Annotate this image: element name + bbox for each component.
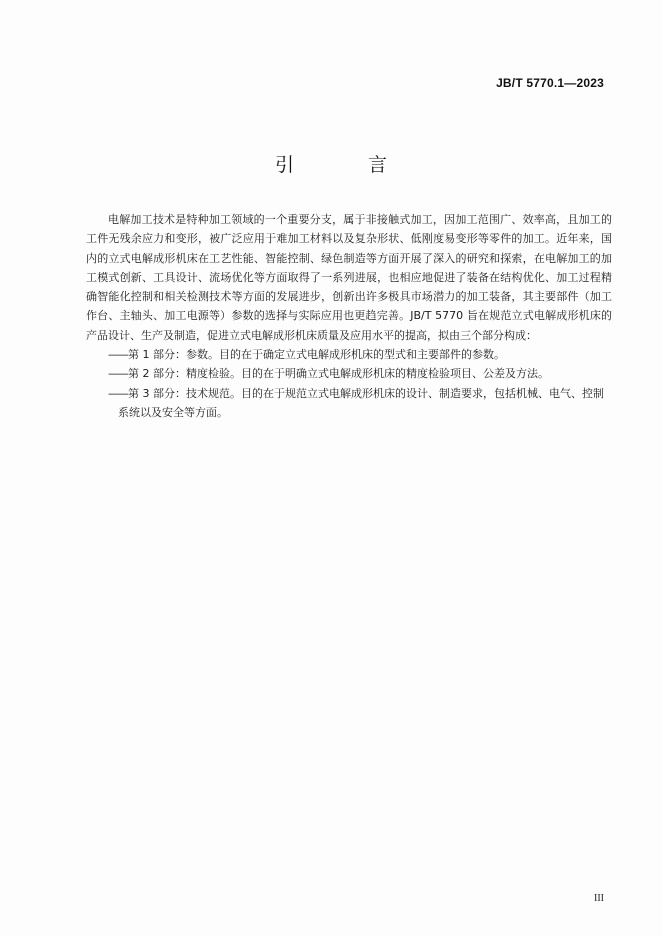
- standard-code: JB/T 5770.1—2023: [496, 76, 604, 90]
- intro-paragraph: 电解加工技术是特种加工领域的一个重要分支，属于非接触式加工，因加工范围广、效率高，且加工的工件无残余应力和变形，被广泛应用于难加工材料以及复杂形状、低刚度易变形等零件的加工。近年来，国内的立式电解成形机床在工艺性能、智能控制、绿色制造等方面开展了深入的研究和探索，在电解加工的加工模式创新、工具设计、流场优化等方面取得了一系列进展，也相应地促进了装备在结构优化、加工过程精确智能化控制和相关检测技术等方面的发展进步，创新出许多极具市场潜力的加工装备，其主要部件（加工作台、主轴头、加工电源等）参数的选择与实际应用也更趋完善。JB/T 5770 旨在规范立式电解成形机床的产品设计、生产及制造，促进立式电解成形机床质量及应用水平的提高，拟由三个部分构成：: [86, 213, 612, 342]
- list-item: [86, 345, 612, 364]
- list-item-text: 第 1 部分：参数。目的在于确定立式电解成形机床的型式和主要部件的参数。: [128, 348, 505, 362]
- list-dash: ——: [108, 367, 128, 381]
- document-body: [86, 210, 612, 422]
- list-item-text: 第 3 部分：技术规范。目的在于规范立式电解成形机床的设计、制造要求，包括机械、电气、控制系统以及安全等方面。: [118, 386, 604, 419]
- list-item: [86, 384, 612, 423]
- list-dash: ——: [108, 348, 128, 362]
- list-item-text: 第 2 部分：精度检验。目的在于明确立式电解成形机床的精度检验项目、公差及方法。: [128, 367, 549, 381]
- list-item: [86, 364, 612, 383]
- page-number: III: [594, 893, 604, 904]
- page-title: 引 言: [274, 154, 422, 176]
- list-dash: ——: [108, 386, 128, 400]
- parts-list: [86, 345, 612, 422]
